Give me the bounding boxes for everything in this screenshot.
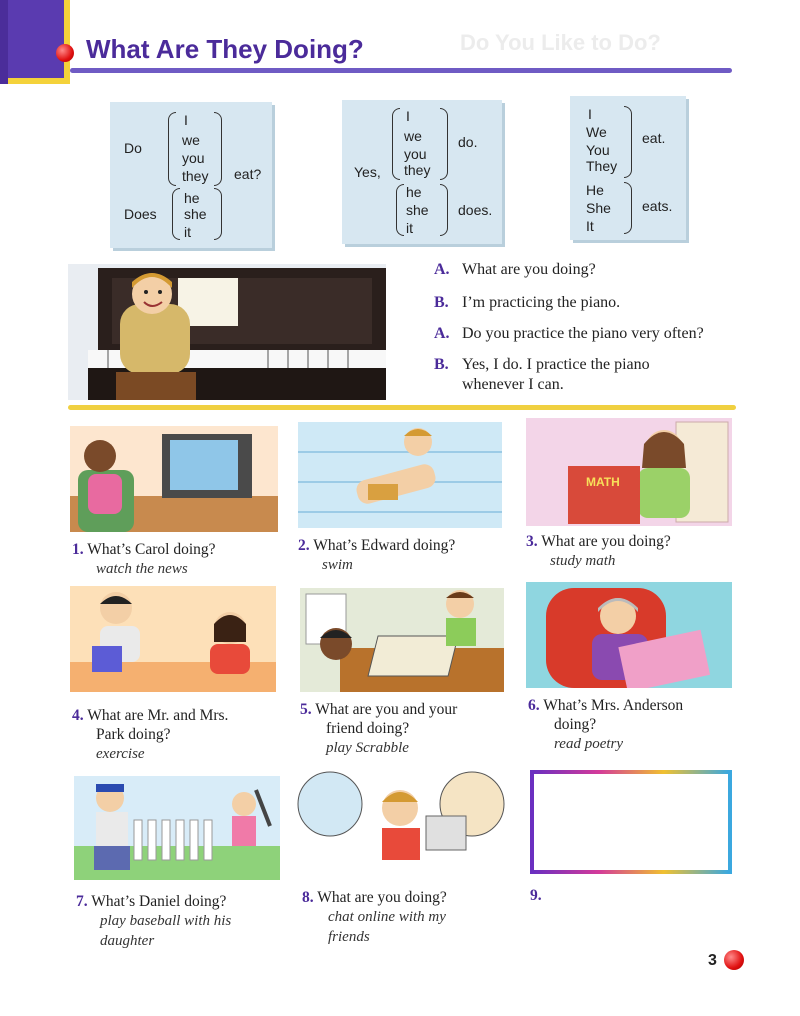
dialog-line	[434, 294, 620, 312]
exercise-question: What are you doing?	[317, 889, 447, 906]
pronoun: she	[406, 202, 429, 218]
word-do: do.	[458, 134, 478, 150]
baseball-illustration	[74, 776, 280, 880]
exercise-item	[302, 888, 512, 947]
brace-left	[168, 112, 176, 186]
grammar-box-statements	[570, 96, 686, 240]
pronoun: He	[586, 182, 604, 198]
dialog-text: Do you practice the piano very often?	[462, 325, 704, 342]
speaker-label: B.	[434, 356, 449, 373]
grammar-box-questions	[110, 102, 272, 248]
exercise-answer-continued: daughter	[100, 933, 155, 949]
exercise-question-continued: doing?	[554, 716, 597, 733]
exercise-number: 6.	[528, 697, 540, 714]
exercise-answer: chat online with my	[328, 909, 446, 925]
section-divider	[68, 405, 736, 410]
blank-picture-frame	[530, 770, 732, 874]
speaker-label: A.	[434, 261, 450, 278]
pronoun: he	[184, 190, 200, 206]
exercise-item	[528, 696, 738, 754]
pronoun: it	[184, 224, 191, 240]
exercise-number: 1.	[72, 541, 84, 558]
page-dot-icon	[724, 950, 744, 970]
exercise-question-continued: Park doing?	[96, 726, 171, 743]
pronoun: I	[406, 108, 410, 124]
exercise-answer: play Scrabble	[326, 740, 409, 756]
exercise-answer: play baseball with his	[100, 913, 232, 929]
pronoun: It	[586, 218, 594, 234]
exercise-item	[530, 886, 590, 905]
word-eat-question: eat?	[234, 166, 262, 182]
piano-illustration	[68, 264, 386, 400]
exercise-question-continued: friend doing?	[326, 720, 410, 737]
pronoun: I	[588, 106, 592, 122]
pronoun: We	[586, 124, 607, 140]
brace-left	[172, 188, 180, 240]
exercise-number: 2.	[298, 537, 310, 554]
exercise-item	[298, 536, 508, 575]
math-study-illustration	[526, 418, 732, 526]
brace-right	[440, 184, 448, 236]
dialog-text: Yes, I do. I practice the piano	[462, 356, 650, 373]
exercise-number: 3.	[526, 533, 538, 550]
brace-right	[440, 108, 448, 180]
dialog-line-continued	[462, 376, 564, 394]
pronoun: he	[406, 184, 422, 200]
bullet-dot-icon	[56, 44, 74, 62]
dialog-text: whenever I can.	[462, 376, 564, 393]
title-rule	[70, 68, 732, 73]
exercise-item	[76, 892, 286, 951]
exercise-number: 4.	[72, 707, 84, 724]
math-book-label: MATH	[586, 475, 620, 489]
dialog-text: What are you doing?	[462, 261, 596, 278]
corner-accent	[8, 0, 70, 84]
pronoun: They	[586, 158, 618, 174]
dialog-line	[434, 325, 704, 343]
pronoun: it	[406, 220, 413, 236]
page-number: 3	[708, 952, 717, 969]
pronoun: You	[586, 142, 610, 158]
brace-left	[396, 184, 404, 236]
exercise-answer: study math	[550, 553, 616, 569]
exercise-question: What’s Mrs. Anderson	[543, 697, 684, 714]
exercise-question: What are Mr. and Mrs.	[87, 707, 229, 724]
brace-right	[214, 112, 222, 186]
exercise-answer-continued: friends	[328, 929, 370, 945]
ghost-title: Do You Like to Do?	[460, 30, 661, 55]
speaker-label: A.	[434, 325, 450, 342]
pronoun: I	[184, 112, 188, 128]
grammar-box-short-answers	[342, 100, 502, 244]
word-yes: Yes,	[354, 164, 381, 180]
exercise-answer: swim	[322, 557, 353, 573]
dialog-line	[434, 356, 650, 374]
pronoun: we	[182, 132, 200, 148]
brace-right	[624, 106, 632, 178]
word-does: does.	[458, 202, 493, 218]
brace-left	[392, 108, 400, 180]
exercise-item	[72, 706, 282, 764]
exercise-number: 7.	[76, 893, 88, 910]
park-exercise-illustration	[70, 586, 276, 692]
exercise-item	[72, 540, 282, 579]
edward-swimming-illustration	[298, 422, 502, 528]
speaker-label: B.	[434, 294, 449, 311]
exercise-answer: watch the news	[96, 561, 188, 577]
pronoun: you	[182, 150, 205, 166]
pronoun: they	[182, 168, 209, 184]
exercise-question: What’s Daniel doing?	[91, 893, 227, 910]
pronoun: she	[184, 206, 207, 222]
dialog-text: I’m practicing the piano.	[462, 294, 621, 311]
brace-right	[214, 188, 222, 240]
pronoun: we	[404, 128, 422, 144]
exercise-number: 5.	[300, 701, 312, 718]
exercise-item	[300, 700, 510, 758]
pronoun: She	[586, 200, 611, 216]
word-eat: eat.	[642, 130, 666, 146]
brace-right	[624, 182, 632, 234]
poetry-reading-illustration	[526, 582, 732, 688]
exercise-answer: read poetry	[554, 736, 624, 752]
exercise-number: 9.	[530, 887, 542, 904]
page-title: What Are They Doing?	[86, 34, 364, 64]
word-do: Do	[124, 140, 142, 156]
exercise-number: 8.	[302, 889, 314, 906]
pronoun: you	[404, 146, 427, 162]
exercise-answer: exercise	[96, 746, 145, 762]
word-eats: eats.	[642, 198, 673, 214]
chat-online-illustration	[296, 768, 506, 878]
exercise-question: What’s Carol doing?	[87, 541, 216, 558]
word-does: Does	[124, 206, 157, 222]
exercise-question: What are you and your	[315, 701, 458, 718]
pronoun: they	[404, 162, 431, 178]
exercise-question: What are you doing?	[541, 533, 671, 550]
exercise-item	[526, 532, 736, 571]
dialog-line	[434, 261, 596, 279]
exercise-question: What’s Edward doing?	[313, 537, 456, 554]
carol-tv-illustration	[70, 426, 278, 532]
scrabble-illustration	[300, 588, 504, 692]
